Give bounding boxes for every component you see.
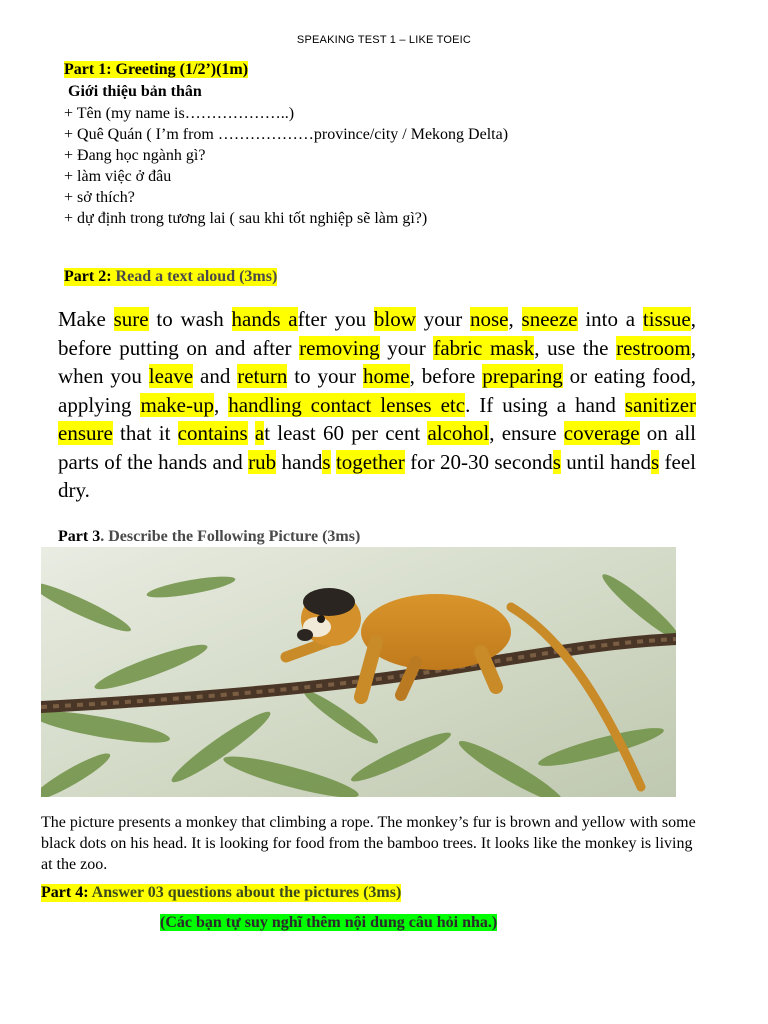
part4-heading [41,884,401,902]
part3-heading-label: Part 3 [58,528,101,545]
document-title: SPEAKING TEST 1 – LIKE TOEIC [296,34,472,46]
highlighted-word: fabric mask [433,335,535,360]
part1-heading [64,61,248,79]
passage-text: to your [287,364,363,388]
monkey-photo [41,547,676,797]
passage-text: fter you [297,307,374,331]
passage-text: hand [276,449,323,474]
part1-heading-text: Part 1: Greeting (1/2’)(1m) [64,61,249,78]
highlighted-word: restroom [616,335,691,360]
part4-note [160,914,497,932]
passage-text: into a [577,307,643,331]
passage-text: . If using a hand [465,392,625,417]
part2-heading [64,268,277,286]
part4-heading-label: Part 4: [41,884,89,901]
list-item: + sở thích? [64,189,135,206]
part4-note-text: (Các bạn tự suy nghĩ thêm nội dung câu hỏi nha.) [160,914,498,931]
passage-text: your [415,307,470,331]
passage-text: for 20-30 second [404,449,553,474]
highlighted-word: sanitizer ensure [58,392,697,445]
highlighted-word: alcohol [427,421,490,445]
passage-text: , [213,392,229,417]
part4-heading-tail: Answer 03 questions about the pictures (3ms) [91,884,402,901]
list-item: + Đang học ngành gì? [64,147,206,164]
highlighted-word: sneeze [521,307,578,331]
passage-text [248,421,255,445]
passage-text: feel dry. [58,449,697,502]
highlighted-word: removing [299,335,380,360]
part2-heading-label: Part 2: [64,268,112,285]
passage-text: , ensure [489,421,564,445]
passage-text: or eating food, applying [58,364,697,417]
passage-text: , when you [58,335,696,388]
highlighted-word: together [335,449,405,474]
highlighted-word: sure [113,307,149,331]
highlighted-word: coverage [563,421,640,445]
passage-text: until hand [560,449,651,474]
list-item: + làm việc ở đâu [64,168,172,185]
passage-text: , use the [534,335,617,360]
part2-heading-tail: Read a text aloud (3ms) [115,268,278,285]
passage-text: that it [112,421,178,445]
highlighted-word: blow [373,307,416,331]
part3-heading-tail: . Describe the Following Picture (3ms) [100,528,361,545]
passage-text: to wash [148,307,232,331]
list-item: + Quê Quán ( I’m from ………………province/city / Mekong Delta) [64,126,509,143]
highlighted-word: return [237,364,288,388]
list-item: + Tên (my name is………………..) [64,105,295,122]
part3-heading [58,528,360,546]
highlighted-word: contains [177,421,248,445]
highlighted-word: leave [148,364,194,388]
passage-text: , [508,307,522,331]
list-item: + dự định trong tương lai ( sau khi tốt nghiệp sẽ làm gì?) [64,210,428,227]
highlighted-word: hands a [231,307,298,331]
passage-text: and [193,364,238,388]
highlighted-word: handling contact lenses etc [228,392,466,417]
highlighted-word: s [552,449,561,474]
reading-passage [58,305,696,505]
passage-text: t least 60 per cent [264,421,428,445]
highlighted-word: s [650,449,660,474]
part1-subheading: Giới thiệu bản thân [68,83,202,100]
passage-text: your [379,335,434,360]
passage-text: , before [409,364,483,388]
highlighted-word: preparing [482,364,563,388]
highlighted-word: nose [469,307,509,331]
part1-list [64,103,508,229]
highlighted-word: make-up [140,392,214,417]
passage-text: on all parts of the hands and [58,421,697,474]
passage-text: , before putting on and after [58,307,696,360]
highlighted-word: s [322,449,331,474]
picture-description: The picture presents a monkey that climbing a rope. The monkey’s fur is brown and yellow with some black dots on his head. It is looking for food from the bamboo trees. It looks like the monkey is living at the zoo. [41,814,696,873]
highlighted-word: rub [248,449,277,474]
highlighted-word: tissue [642,307,691,331]
highlighted-word: home [362,364,410,388]
highlighted-word: a [254,421,265,445]
passage-text: Make [58,307,114,331]
